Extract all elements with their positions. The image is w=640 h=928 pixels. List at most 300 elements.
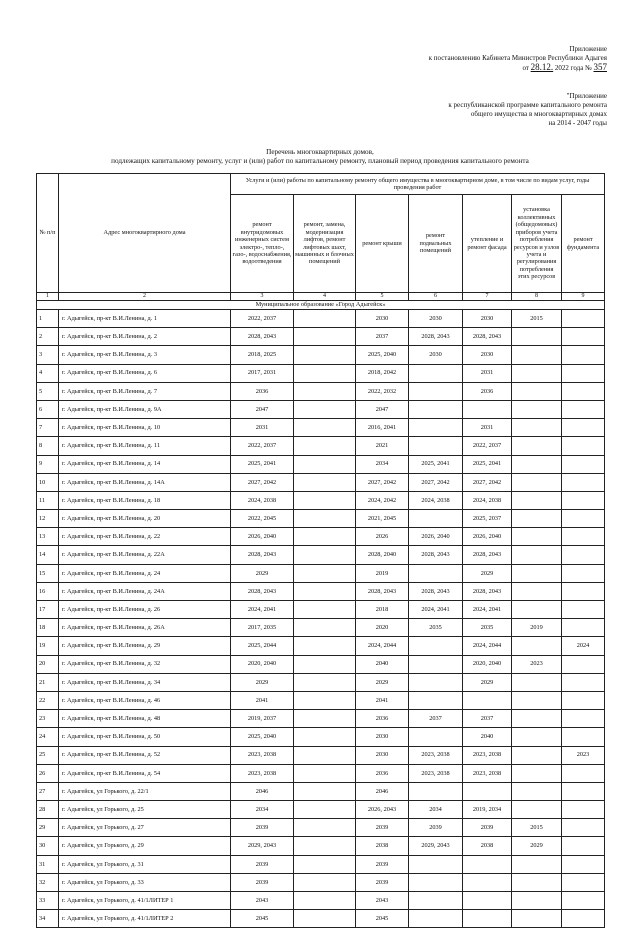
decree-year: 2022 [554,64,569,72]
row-engineering-systems: 2028, 2043 [231,328,294,346]
table-row [37,491,605,509]
row-meters [512,728,562,746]
row-basement: 2028, 2043 [409,546,463,564]
table-row [37,310,605,328]
row-facade: 2024, 2044 [463,637,512,655]
document-title [0,148,640,166]
row-address: г. Адыгейск, пр-кт В.И.Ленина, д. 48 [59,710,231,728]
approval-line-1: Приложение [569,45,607,53]
row-basement: 2028, 2043 [409,582,463,600]
row-meters [512,782,562,800]
row-basement: 2034 [409,801,463,819]
row-elevators [294,546,356,564]
row-number: 22 [37,691,59,709]
row-roof: 2040 [356,655,409,673]
row-meters [512,710,562,728]
row-facade: 2024, 2041 [463,601,512,619]
row-foundation [562,655,605,673]
row-roof: 2041 [356,691,409,709]
header-basement: ремонт подвальных помещений [409,195,463,293]
table-row [37,691,605,709]
row-engineering-systems: 2025, 2040 [231,728,294,746]
row-number: 29 [37,819,59,837]
row-foundation [562,364,605,382]
row-engineering-systems: 2024, 2038 [231,491,294,509]
row-meters [512,546,562,564]
row-number: 23 [37,710,59,728]
row-elevators [294,455,356,473]
row-basement: 2037 [409,710,463,728]
row-number: 28 [37,801,59,819]
row-number: 15 [37,564,59,582]
row-foundation [562,710,605,728]
row-elevators [294,746,356,764]
row-elevators [294,855,356,873]
row-meters: 2029 [512,837,562,855]
row-number: 24 [37,728,59,746]
row-elevators [294,510,356,528]
row-facade [463,910,512,928]
row-foundation [562,873,605,891]
row-roof: 2018, 2042 [356,364,409,382]
row-foundation [562,400,605,418]
row-foundation [562,601,605,619]
row-address: г. Адыгейск, пр-кт В.И.Ленина, д. 52 [59,746,231,764]
row-engineering-systems: 2022, 2037 [231,437,294,455]
table-row [37,819,605,837]
row-foundation [562,801,605,819]
program-line-2: к республиканской программе капитального ремонта [448,101,607,109]
row-roof: 2016, 2041 [356,419,409,437]
row-facade: 2036 [463,382,512,400]
row-elevators [294,619,356,637]
row-engineering-systems: 2024, 2041 [231,601,294,619]
col-index: 4 [294,293,356,301]
row-elevators [294,382,356,400]
row-foundation [562,491,605,509]
row-number: 8 [37,437,59,455]
row-engineering-systems: 2028, 2043 [231,582,294,600]
row-foundation [562,310,605,328]
row-roof: 2038 [356,837,409,855]
row-elevators [294,364,356,382]
row-roof: 2025, 2040 [356,346,409,364]
row-address: г. Адыгейск, пр-кт В.И.Ленина, д. 14А [59,473,231,491]
row-foundation [562,691,605,709]
row-roof: 2029 [356,673,409,691]
row-meters [512,801,562,819]
row-meters [512,601,562,619]
row-address: г. Адыгейск, ул Горького, д. 27 [59,819,231,837]
row-number: 16 [37,582,59,600]
row-meters [512,528,562,546]
row-foundation [562,892,605,910]
row-roof: 2020 [356,619,409,637]
row-engineering-systems: 2017, 2035 [231,619,294,637]
row-meters [512,855,562,873]
row-foundation [562,437,605,455]
table-row [37,364,605,382]
row-elevators [294,601,356,619]
row-roof: 2030 [356,310,409,328]
row-roof: 2024, 2042 [356,491,409,509]
row-roof: 2034 [356,455,409,473]
row-basement: 2024, 2038 [409,491,463,509]
header-address: Адрес многоквартирного дома [59,174,231,293]
row-address: г. Адыгейск, пр-кт В.И.Ленина, д. 20 [59,510,231,528]
row-roof: 2028, 2043 [356,582,409,600]
row-elevators [294,491,356,509]
row-facade: 2024, 2038 [463,491,512,509]
row-basement: 2023, 2038 [409,764,463,782]
row-engineering-systems: 2041 [231,691,294,709]
row-basement: 2025, 2041 [409,455,463,473]
row-facade: 2019, 2034 [463,801,512,819]
row-number: 11 [37,491,59,509]
row-engineering-systems: 2039 [231,873,294,891]
table-row [37,710,605,728]
row-elevators [294,346,356,364]
row-engineering-systems: 2034 [231,801,294,819]
header-elevators: ремонт, замена, модернизация лифтов, ремонт лифтовых шахт, машинных и блочных помещений [294,195,356,293]
row-basement [409,873,463,891]
row-address: г. Адыгейск, ул Горького, д. 41/1ЛИТЕР 1 [59,892,231,910]
row-number: 1 [37,310,59,328]
row-meters [512,437,562,455]
table-row [37,910,605,928]
row-address: г. Адыгейск, пр-кт В.И.Ленина, д. 24 [59,564,231,582]
row-engineering-systems: 2047 [231,400,294,418]
row-elevators [294,873,356,891]
row-basement [409,855,463,873]
row-basement: 2030 [409,346,463,364]
row-foundation [562,382,605,400]
table-row [37,601,605,619]
header-engineering-systems: ремонт внутридомовых инженерных систем электро-, тепло-, газо-, водоснабжения, водоотведения [231,195,294,293]
row-address: г. Адыгейск, пр-кт В.И.Ленина, д. 29 [59,637,231,655]
row-meters [512,419,562,437]
row-facade: 2023, 2038 [463,746,512,764]
row-basement [409,892,463,910]
table-row [37,400,605,418]
program-line-4: на 2014 - 2047 годы [548,119,607,127]
col-index: 8 [512,293,562,301]
row-meters [512,510,562,528]
row-engineering-systems: 2039 [231,819,294,837]
row-facade: 2037 [463,710,512,728]
row-number: 26 [37,764,59,782]
row-number: 33 [37,892,59,910]
row-foundation [562,855,605,873]
row-engineering-systems: 2027, 2042 [231,473,294,491]
row-basement [409,691,463,709]
row-number: 32 [37,873,59,891]
row-meters [512,873,562,891]
row-engineering-systems: 2017, 2031 [231,364,294,382]
row-foundation [562,346,605,364]
row-basement: 2027, 2042 [409,473,463,491]
municipality-row: Муниципальное образование «Город Адыгейск» [37,301,605,310]
row-basement [409,437,463,455]
header-meters: установка коллективных (общедомовых) приборов учета потребления ресурсов и узлов учета и регулирования потребления этих ресурсов [512,195,562,293]
row-basement [409,400,463,418]
table-row [37,437,605,455]
row-address: г. Адыгейск, пр-кт В.И.Ленина, д. 7 [59,382,231,400]
row-basement: 2029, 2043 [409,837,463,855]
row-engineering-systems: 2045 [231,910,294,928]
table-row [37,855,605,873]
row-basement: 2028, 2043 [409,328,463,346]
row-facade: 2026, 2040 [463,528,512,546]
row-meters [512,564,562,582]
row-number: 20 [37,655,59,673]
row-number: 13 [37,528,59,546]
table-row [37,764,605,782]
row-elevators [294,400,356,418]
row-facade: 2035 [463,619,512,637]
row-meters [512,892,562,910]
row-meters [512,491,562,509]
row-facade: 2040 [463,728,512,746]
table-row [37,801,605,819]
row-roof: 2019 [356,564,409,582]
row-basement [409,655,463,673]
col-index: 7 [463,293,512,301]
row-number: 30 [37,837,59,855]
row-engineering-systems: 2020, 2040 [231,655,294,673]
row-roof: 2039 [356,819,409,837]
row-foundation [562,546,605,564]
row-basement [409,673,463,691]
col-index: 6 [409,293,463,301]
row-foundation [562,455,605,473]
row-roof: 2024, 2044 [356,637,409,655]
table-row [37,837,605,855]
row-meters [512,473,562,491]
row-roof: 2026 [356,528,409,546]
row-address: г. Адыгейск, пр-кт В.И.Ленина, д. 26 [59,601,231,619]
row-basement [409,728,463,746]
approval-date-line [429,63,607,73]
row-facade [463,855,512,873]
row-meters [512,746,562,764]
row-engineering-systems: 2019, 2037 [231,710,294,728]
row-engineering-systems: 2028, 2043 [231,546,294,564]
row-number: 27 [37,782,59,800]
row-engineering-systems: 2023, 2038 [231,746,294,764]
row-engineering-systems: 2046 [231,782,294,800]
row-elevators [294,655,356,673]
row-number: 4 [37,364,59,382]
row-number: 5 [37,382,59,400]
row-elevators [294,892,356,910]
row-meters: 2015 [512,310,562,328]
row-address: г. Адыгейск, пр-кт В.И.Ленина, д. 46 [59,691,231,709]
row-roof: 2018 [356,601,409,619]
row-elevators [294,528,356,546]
row-basement: 2039 [409,819,463,837]
col-index: 2 [59,293,231,301]
row-elevators [294,673,356,691]
row-engineering-systems: 2029, 2043 [231,837,294,855]
row-address: г. Адыгейск, пр-кт В.И.Ленина, д. 1 [59,310,231,328]
row-engineering-systems: 2043 [231,892,294,910]
row-foundation: 2024 [562,637,605,655]
row-address: г. Адыгейск, пр-кт В.И.Ленина, д. 50 [59,728,231,746]
row-address: г. Адыгейск, ул Горького, д. 33 [59,873,231,891]
row-number: 21 [37,673,59,691]
row-elevators [294,910,356,928]
header-roof: ремонт крыши [356,195,409,293]
program-line-3: общего имущества в многоквартирных домах [470,110,607,118]
title-line-2: подлежащих капитальному ремонту, услуг и (или) работ по капитальному ремонту, плановый период проведения капитального ремонта [111,157,529,165]
row-elevators [294,328,356,346]
row-number: 7 [37,419,59,437]
row-facade: 2029 [463,673,512,691]
row-basement [409,364,463,382]
row-address: г. Адыгейск, пр-кт В.И.Ленина, д. 24А [59,582,231,600]
row-meters: 2015 [512,819,562,837]
row-roof: 2030 [356,728,409,746]
col-index: 5 [356,293,409,301]
row-address: г. Адыгейск, пр-кт В.И.Ленина, д. 11 [59,437,231,455]
row-foundation [562,910,605,928]
row-meters [512,400,562,418]
row-elevators [294,764,356,782]
row-roof: 2046 [356,782,409,800]
row-number: 31 [37,855,59,873]
row-address: г. Адыгейск, пр-кт В.И.Ленина, д. 18 [59,491,231,509]
row-number: 19 [37,637,59,655]
row-foundation [562,837,605,855]
table-row [37,619,605,637]
row-elevators [294,310,356,328]
table-row [37,382,605,400]
row-foundation [562,582,605,600]
table-row [37,637,605,655]
row-engineering-systems: 2022, 2037 [231,310,294,328]
row-facade: 2029 [463,564,512,582]
col-index: 9 [562,293,605,301]
table-row [37,728,605,746]
row-number: 18 [37,619,59,637]
row-meters [512,328,562,346]
row-foundation [562,619,605,637]
row-engineering-systems: 2031 [231,419,294,437]
row-address: г. Адыгейск, пр-кт В.И.Ленина, д. 34 [59,673,231,691]
row-address: г. Адыгейск, пр-кт В.И.Ленина, д. 22 [59,528,231,546]
row-elevators [294,437,356,455]
col-index: 1 [37,293,59,301]
row-foundation: 2023 [562,746,605,764]
row-basement [409,564,463,582]
row-number: 34 [37,910,59,928]
row-meters: 2023 [512,655,562,673]
approval-line-2: к постановлению Кабинета Министров Республики Адыгея [428,54,607,62]
row-address: г. Адыгейск, пр-кт В.И.Ленина, д. 32 [59,655,231,673]
row-foundation [562,510,605,528]
row-basement [409,637,463,655]
row-facade: 2028, 2043 [463,546,512,564]
row-meters [512,364,562,382]
row-number: 12 [37,510,59,528]
row-address: г. Адыгейск, пр-кт В.И.Ленина, д. 2 [59,328,231,346]
row-engineering-systems: 2029 [231,673,294,691]
row-elevators [294,837,356,855]
row-facade [463,892,512,910]
table-row [37,546,605,564]
row-facade: 2020, 2040 [463,655,512,673]
row-address: г. Адыгейск, пр-кт В.И.Ленина, д. 10 [59,419,231,437]
row-facade: 2031 [463,364,512,382]
row-meters [512,346,562,364]
row-elevators [294,710,356,728]
row-engineering-systems: 2029 [231,564,294,582]
row-address: г. Адыгейск, пр-кт В.И.Ленина, д. 54 [59,764,231,782]
row-address: г. Адыгейск, пр-кт В.И.Ленина, д. 14 [59,455,231,473]
row-foundation [562,473,605,491]
row-elevators [294,419,356,437]
table-row [37,419,605,437]
row-basement [409,510,463,528]
row-roof: 2039 [356,855,409,873]
row-engineering-systems: 2022, 2045 [231,510,294,528]
row-number: 10 [37,473,59,491]
row-facade: 2022, 2037 [463,437,512,455]
row-facade: 2039 [463,819,512,837]
table-row [37,746,605,764]
row-meters [512,382,562,400]
row-address: г. Адыгейск, ул Горького, д. 22/1 [59,782,231,800]
header-foundation: ремонт фундамента [562,195,605,293]
row-number: 17 [37,601,59,619]
row-roof: 2022, 2032 [356,382,409,400]
row-meters [512,673,562,691]
table-row [37,782,605,800]
table-row [37,328,605,346]
program-header [448,92,607,128]
row-foundation [562,764,605,782]
table-row [37,473,605,491]
row-meters [512,764,562,782]
row-engineering-systems: 2018, 2025 [231,346,294,364]
row-roof: 2045 [356,910,409,928]
row-foundation [562,782,605,800]
row-facade [463,691,512,709]
row-roof: 2030 [356,746,409,764]
row-meters [512,582,562,600]
row-basement: 2023, 2038 [409,746,463,764]
row-roof: 2036 [356,764,409,782]
row-elevators [294,782,356,800]
row-engineering-systems: 2025, 2041 [231,455,294,473]
table-row [37,873,605,891]
row-facade: 2031 [463,419,512,437]
row-facade: 2027, 2042 [463,473,512,491]
row-address: г. Адыгейск, ул Горького, д. 31 [59,855,231,873]
row-address: г. Адыгейск, пр-кт В.И.Ленина, д. 6 [59,364,231,382]
row-foundation [562,528,605,546]
header-works-group: Услуги и (или) работы по капитальному ремонту общего имущества в многоквартирном доме, в том числе по видам услуг, годы проведения работ [231,174,605,195]
date-prefix: от [522,64,529,72]
row-engineering-systems: 2036 [231,382,294,400]
row-facade: 2030 [463,346,512,364]
row-roof: 2028, 2040 [356,546,409,564]
row-number: 6 [37,400,59,418]
row-roof: 2039 [356,873,409,891]
row-facade [463,400,512,418]
table-row [37,673,605,691]
